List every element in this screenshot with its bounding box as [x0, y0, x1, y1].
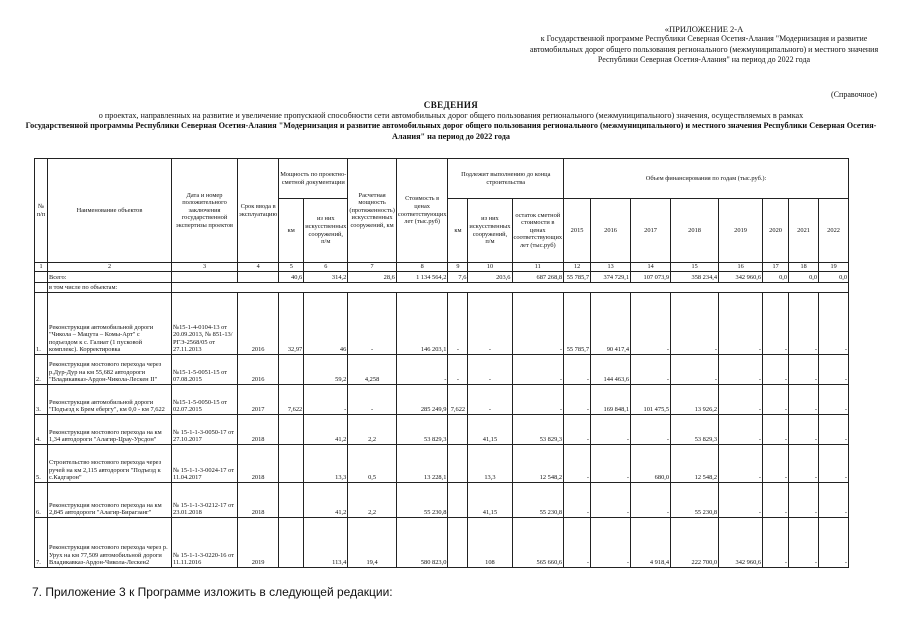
- header-year: 2021: [789, 199, 819, 263]
- table-cell-c7: -: [348, 293, 397, 355]
- table-cell-date: №15-1-5-0050-15 от 02.07.2015: [172, 385, 238, 415]
- table-cell-c11: 565 660,6: [512, 518, 564, 568]
- footer-instruction: 7. Приложение 3 к Программе изложить в следующей редакции:: [32, 585, 393, 599]
- table-cell-c16: -: [719, 385, 763, 415]
- table-cell-c9: 7,622: [448, 385, 468, 415]
- table-cell-date: № 15-1-1-3-0220-16 от 11.11.2016: [172, 518, 238, 568]
- table-cell-c18: -: [789, 355, 819, 385]
- table-cell-c18: -: [789, 483, 819, 518]
- projects-table: [34, 158, 849, 568]
- header-to-complete-group: Подлежит выполнению до конца строительства: [448, 159, 564, 199]
- table-cell-c5: [279, 415, 304, 445]
- table-cell-n: 6.: [35, 483, 48, 518]
- table-cell-name: Реконструкция мостового перехода на км 1,34 автодороги "Алагир-Црау-Урсдон": [48, 415, 172, 445]
- header-remainder: остаток сметной стоимости в ценах соответствующих лет (тыс.руб): [512, 199, 564, 263]
- column-number: 3: [172, 263, 238, 272]
- table-cell-c5: 7,622: [279, 385, 304, 415]
- heading-program-name: Государственной программы Республики Северная Осетия-Алания "Модернизация и развитие автомобильных дорог общего пользования регионального (межмуниципального) и местного значения Республики Северная Осетия-Алания" на период до 2022 года: [25, 121, 877, 141]
- table-cell-c8: 146 203,1: [396, 293, 448, 355]
- table-cell-c5: [279, 518, 304, 568]
- table-cell-c14: 680,0: [631, 445, 671, 483]
- table-cell-n: 2.: [35, 355, 48, 385]
- table-cell-c7: 4,258: [348, 355, 397, 385]
- table-cell-c10: 41,15: [468, 415, 512, 445]
- column-number: 14: [631, 263, 671, 272]
- total-cell: 358 234,4: [671, 272, 719, 283]
- table-cell-c12: -: [564, 415, 591, 445]
- table-cell-c16: -: [719, 445, 763, 483]
- header-name: Наименование объектов: [48, 159, 172, 263]
- table-cell-c9: [448, 415, 468, 445]
- total-cell: 203,6: [468, 272, 512, 283]
- table-cell-c18: -: [789, 385, 819, 415]
- table-cell-c15: 12 548,2: [671, 445, 719, 483]
- total-label: Всего:: [48, 272, 172, 283]
- table-cell-c7: -: [348, 385, 397, 415]
- table-cell-c14: 4 918,4: [631, 518, 671, 568]
- table-cell-c11: -: [512, 355, 564, 385]
- table-cell-c15: -: [671, 355, 719, 385]
- header-year: 2020: [763, 199, 789, 263]
- header-term: Срок ввода в эксплуатацию: [238, 159, 279, 263]
- table-cell-n: 5.: [35, 445, 48, 483]
- table-cell-c5: [279, 483, 304, 518]
- table-cell-c11: -: [512, 293, 564, 355]
- table-cell-c10: 41,15: [468, 483, 512, 518]
- table-cell-c14: -: [631, 355, 671, 385]
- total-cell: 0,0: [789, 272, 819, 283]
- table-cell-c12: -: [564, 355, 591, 385]
- table-cell-c19: -: [819, 445, 849, 483]
- table-cell-c11: 12 548,2: [512, 445, 564, 483]
- table-cell-c12: -: [564, 483, 591, 518]
- table-cell-c19: -: [819, 483, 849, 518]
- table-cell-c13: 144 463,6: [591, 355, 631, 385]
- total-cell: [172, 272, 238, 283]
- table-cell-c19: -: [819, 293, 849, 355]
- appendix-header: [528, 24, 880, 66]
- column-number: 11: [512, 263, 564, 272]
- table-cell-c19: -: [819, 415, 849, 445]
- table-cell-c7: 0,5: [348, 445, 397, 483]
- total-cell: 28,6: [348, 272, 397, 283]
- table-cell-c7: 2,2: [348, 483, 397, 518]
- header-num: № п/п: [35, 159, 48, 263]
- table-cell-c16: -: [719, 355, 763, 385]
- table-cell-c8: 13 228,1: [396, 445, 448, 483]
- subtotal-label: в том числе по объектам:: [48, 283, 172, 293]
- table-cell-c10: -: [468, 355, 512, 385]
- table-cell-date: №15-1-4-0104-13 от 20.09.2013, № 851-13/РГЭ-2568/05 от 27.11.2013: [172, 293, 238, 355]
- column-number: 19: [819, 263, 849, 272]
- total-cell: 687 268,8: [512, 272, 564, 283]
- table-cell-c18: -: [789, 293, 819, 355]
- table-cell-c6: 59,2: [304, 355, 348, 385]
- table-cell-c15: 55 230,8: [671, 483, 719, 518]
- total-cell: 0,0: [819, 272, 849, 283]
- table-cell-c5: [279, 355, 304, 385]
- table-cell-c15: 222 700,0: [671, 518, 719, 568]
- table-cell-c9: [448, 518, 468, 568]
- header-calc-capacity: Расчетная мощность (протяженность) искусственных сооружений, км: [348, 159, 397, 263]
- table-cell-c18: -: [789, 415, 819, 445]
- table-cell-c16: -: [719, 483, 763, 518]
- table-row: [35, 385, 849, 415]
- appendix-description: к Государственной программе Республики Северная Осетия-Алания "Модернизация и развитие автомобильных дорог общего пользования регионального (межмуниципального) и местного значения Республики Северная Осетия-Алания" на период до 2022 года: [529, 34, 879, 65]
- table-cell-c14: -: [631, 483, 671, 518]
- table-cell-c8: 53 829,3: [396, 415, 448, 445]
- table-cell-c7: 2,2: [348, 415, 397, 445]
- table-cell-c14: -: [631, 415, 671, 445]
- column-number-row: [35, 263, 849, 272]
- table-cell-c6: -: [304, 385, 348, 415]
- table-row: [35, 355, 849, 385]
- table-cell-c19: -: [819, 518, 849, 568]
- total-cell: [238, 272, 279, 283]
- table-cell-name: Реконструкция автомобильной дороги "Чикола – Мацута – Комы-Арт" с подъездом к с. Галиат (1 пусковой комплекс). Корректировка: [48, 293, 172, 355]
- table-cell-c6: 13,3: [304, 445, 348, 483]
- total-cell: 1 134 564,2: [396, 272, 448, 283]
- table-cell-name: Строительство мостового перехода через ручей на км 2,115 автодороги "Подъезд к с.Кадгарон": [48, 445, 172, 483]
- table-cell-c17: -: [763, 385, 789, 415]
- table-cell-c9: [448, 483, 468, 518]
- header-capacity-group: Мощность по проектно-сметной документации: [279, 159, 348, 199]
- table-cell-c11: 55 230,8: [512, 483, 564, 518]
- table-cell-c17: -: [763, 415, 789, 445]
- column-number: 17: [763, 263, 789, 272]
- table-cell-term: 2016: [238, 293, 279, 355]
- column-number: 9: [448, 263, 468, 272]
- table-cell-c13: 90 417,4: [591, 293, 631, 355]
- header-km2: км: [448, 199, 468, 263]
- table-cell-name: Реконструкция мостового перехода на км 2,845 автодороги "Алагир-Бирагзанг": [48, 483, 172, 518]
- table-cell-c6: 41,2: [304, 483, 348, 518]
- header-incl-art2: из них искусственных сооружений, п/м: [468, 199, 512, 263]
- table-cell-c19: -: [819, 355, 849, 385]
- table-cell-c15: -: [671, 293, 719, 355]
- table-cell-c6: 46: [304, 293, 348, 355]
- table-cell-c13: -: [591, 445, 631, 483]
- table-cell-c13: 169 848,1: [591, 385, 631, 415]
- table-cell-c13: -: [591, 415, 631, 445]
- header-date: Дата и номер положительного заключения государственной экспертизы проектов: [172, 159, 238, 263]
- total-cell: 55 785,7: [564, 272, 591, 283]
- table-cell-c14: 101 475,5: [631, 385, 671, 415]
- table-row: [35, 415, 849, 445]
- table-cell-c17: -: [763, 293, 789, 355]
- table-cell-c5: [279, 445, 304, 483]
- document-heading: [20, 100, 882, 142]
- table-cell-c17: -: [763, 518, 789, 568]
- total-row: [35, 272, 849, 283]
- table-cell-c8: 55 230,8: [396, 483, 448, 518]
- header-km: км: [279, 199, 304, 263]
- table-cell-term: 2019: [238, 518, 279, 568]
- table-cell-c16: -: [719, 293, 763, 355]
- column-number: 16: [719, 263, 763, 272]
- table-cell-n: 1.: [35, 293, 48, 355]
- table-cell-name: Реконструкция автомобильной дороги "Подъезд к Брем ебергу", км 0,0 - км 7,622: [48, 385, 172, 415]
- subtotal-row: [35, 283, 849, 293]
- table-cell-c8: 580 823,0: [396, 518, 448, 568]
- table-row: [35, 483, 849, 518]
- table-cell-c8: -: [396, 355, 448, 385]
- table-cell-c6: 113,4: [304, 518, 348, 568]
- table-cell-term: 2016: [238, 355, 279, 385]
- table-cell-n: 4.: [35, 415, 48, 445]
- header-cost: Стоимость в ценах соответствующих лет (тыс.руб): [396, 159, 448, 263]
- table-cell-c11: -: [512, 385, 564, 415]
- column-number: 5: [279, 263, 304, 272]
- table-cell-c12: 55 785,7: [564, 293, 591, 355]
- table-row: [35, 293, 849, 355]
- table-cell-n: 3.: [35, 385, 48, 415]
- total-cell: 107 073,9: [631, 272, 671, 283]
- column-number: 18: [789, 263, 819, 272]
- total-cell: 40,6: [279, 272, 304, 283]
- table-cell-c15: 13 926,2: [671, 385, 719, 415]
- column-number: 4: [238, 263, 279, 272]
- table-cell-c16: 342 960,6: [719, 518, 763, 568]
- column-number: 13: [591, 263, 631, 272]
- total-cell: 374 729,1: [591, 272, 631, 283]
- column-number: 8: [396, 263, 448, 272]
- column-number: 6: [304, 263, 348, 272]
- table-cell-term: 2018: [238, 483, 279, 518]
- table-cell-term: 2018: [238, 415, 279, 445]
- table-cell-date: №15-1-5-0051-15 от 07.08.2015: [172, 355, 238, 385]
- table-cell-c17: -: [763, 483, 789, 518]
- table-cell-c10: -: [468, 293, 512, 355]
- table-cell-c9: [448, 445, 468, 483]
- table-cell-c13: -: [591, 483, 631, 518]
- reference-note: (Справочное): [831, 90, 877, 99]
- header-year: 2018: [671, 199, 719, 263]
- header-incl-art: из них искусственных сооружений, п/м: [304, 199, 348, 263]
- header-year: 2019: [719, 199, 763, 263]
- column-number: 15: [671, 263, 719, 272]
- table-cell-c15: 53 829,3: [671, 415, 719, 445]
- column-number: 7: [348, 263, 397, 272]
- table-cell-c7: 19,4: [348, 518, 397, 568]
- heading-subtitle: о проектах, направленных на развитие и увеличение пропускной способности сети автомобильных дорог общего пользования регионального (межмуниципального) значения, осуществляемых в рамках: [98, 110, 804, 120]
- total-cell: 0,0: [763, 272, 789, 283]
- table-cell-c5: 32,97: [279, 293, 304, 355]
- table-cell-c9: -: [448, 293, 468, 355]
- table-cell-date: № 15-1-1-3-0024-17 от 11.04.2017: [172, 445, 238, 483]
- table-cell-c17: -: [763, 445, 789, 483]
- appendix-title: «ПРИЛОЖЕНИЕ 2-А: [664, 24, 744, 34]
- header-year: 2016: [591, 199, 631, 263]
- table-cell-c10: 13,3: [468, 445, 512, 483]
- table-cell-c12: -: [564, 385, 591, 415]
- table-cell-c12: -: [564, 518, 591, 568]
- heading-title: СВЕДЕНИЯ: [423, 100, 479, 110]
- column-number: 1: [35, 263, 48, 272]
- table-cell-c9: -: [448, 355, 468, 385]
- table-cell-date: № 15-1-1-3-0050-17 от 27.10.2017: [172, 415, 238, 445]
- table-cell-c6: 41,2: [304, 415, 348, 445]
- table-cell-c10: 108: [468, 518, 512, 568]
- header-year: 2015: [564, 199, 591, 263]
- table-cell-c18: -: [789, 445, 819, 483]
- table-cell-c18: -: [789, 518, 819, 568]
- column-number: 12: [564, 263, 591, 272]
- table-cell-date: № 15-1-1-3-0212-17 от 23.01.2018: [172, 483, 238, 518]
- column-number: 2: [48, 263, 172, 272]
- table-cell-name: Реконструкция мостового перехода через р.Дур-Дур на км 55,682 автодороги "Владикавказ-Ардон-Чикола-Лескен II": [48, 355, 172, 385]
- table-cell-term: 2018: [238, 445, 279, 483]
- table-cell-c16: -: [719, 415, 763, 445]
- table-cell-c11: 53 829,3: [512, 415, 564, 445]
- table-row: [35, 518, 849, 568]
- table-cell-c12: -: [564, 445, 591, 483]
- total-cell: 7,6: [448, 272, 468, 283]
- table-row: [35, 445, 849, 483]
- column-number: 10: [468, 263, 512, 272]
- header-financing-group: Объем финансирования по годам (тыс.руб.):: [564, 159, 849, 199]
- table-cell-n: 7.: [35, 518, 48, 568]
- total-cell: 314,2: [304, 272, 348, 283]
- table-cell-c17: -: [763, 355, 789, 385]
- table-cell-c10: -: [468, 385, 512, 415]
- total-cell: 342 960,6: [719, 272, 763, 283]
- table-cell-c19: -: [819, 385, 849, 415]
- header-year: 2022: [819, 199, 849, 263]
- header-year: 2017: [631, 199, 671, 263]
- table-cell-name: Реконструкция мостового перехода через р. Урух на км 77,509 автомобильной дороги Владикавказ-Ардон-Чикола-Лескен2: [48, 518, 172, 568]
- table-cell-c13: -: [591, 518, 631, 568]
- table-cell-c14: -: [631, 293, 671, 355]
- table-cell-term: 2017: [238, 385, 279, 415]
- table-cell-c8: 285 249,9: [396, 385, 448, 415]
